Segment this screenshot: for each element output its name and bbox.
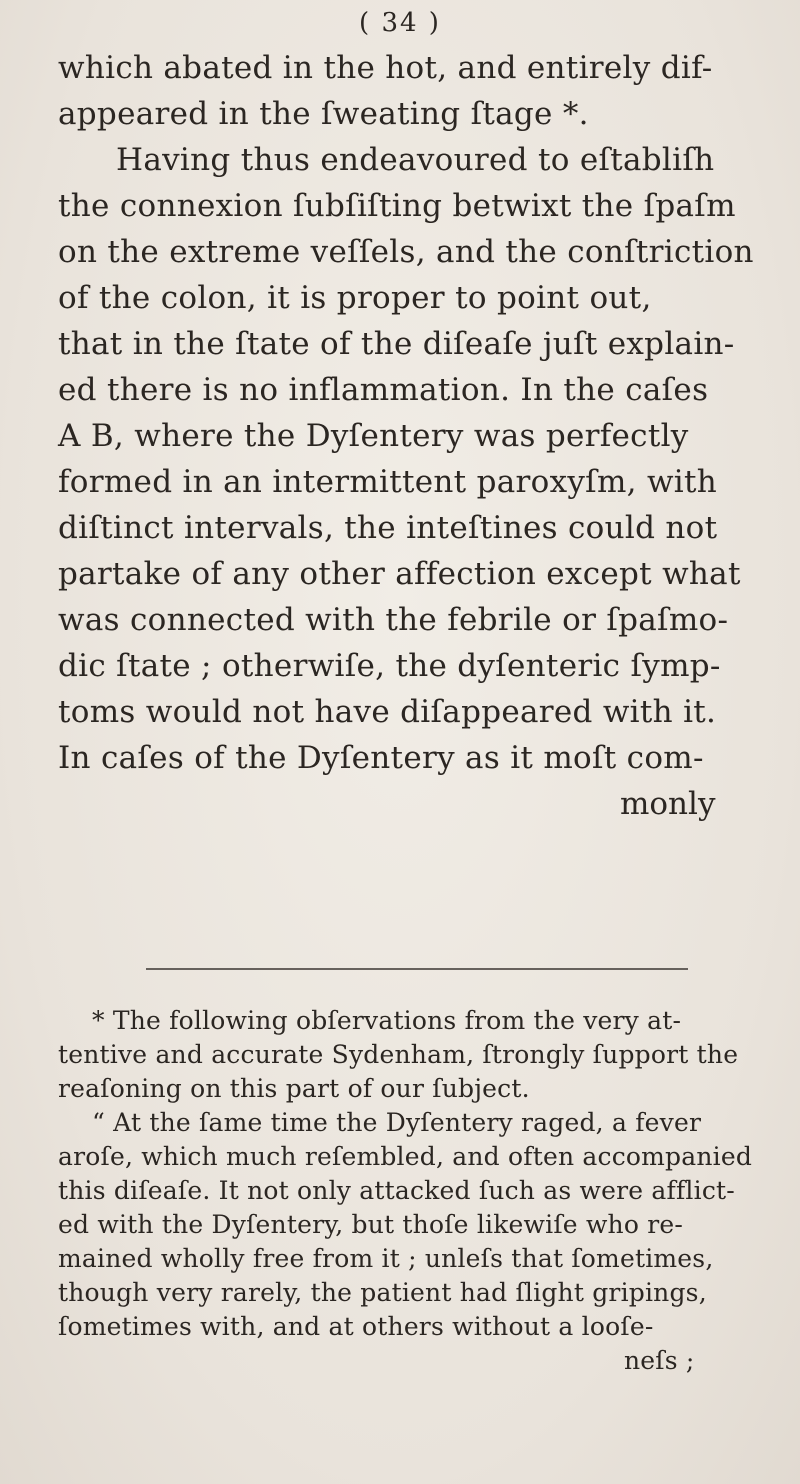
footnote-line: mained wholly free from it ; unleſs that ſometimes, (58, 1244, 714, 1273)
footnote-catchword: neſs ; (624, 1346, 695, 1375)
text-line: Having thus endeavoured to eſtabliſh (116, 142, 715, 178)
footnote-line: ſometimes with, and at others without a looſe- (58, 1312, 654, 1341)
text-line: appeared in the ſweating ſtage *. (58, 96, 589, 132)
text-line: of the colon, it is proper to point out, (58, 280, 652, 316)
text-line: In caſes of the Dyſentery as it moſt com- (58, 740, 704, 776)
text-line: ed there is no inflammation. In the caſes (58, 372, 709, 408)
footnote-divider (146, 968, 688, 970)
text-line: was connected with the febrile or ſpaſmo- (58, 602, 729, 638)
footnote-line: “ At the ſame time the Dyſentery raged, a fever (92, 1108, 702, 1137)
footnote-line: tentive and accurate Sydenham, ſtrongly ſupport the (58, 1040, 739, 1069)
footnote-line: though very rarely, the patient had ſlight gripings, (58, 1278, 707, 1307)
footnote-line: reaſoning on this part of our ſubject. (58, 1074, 530, 1103)
text-line: that in the ſtate of the diſeaſe juſt explain- (58, 326, 735, 362)
footnote-line: ed with the Dyſentery, but thoſe likewiſe who re- (58, 1210, 684, 1239)
catchword: monly (620, 786, 716, 822)
footnote-line: this diſeaſe. It not only attacked ſuch as were afflict- (58, 1176, 735, 1205)
text-line: A B, where the Dyſentery was perfectly (58, 418, 689, 454)
text-line: formed in an intermittent paroxyſm, with (58, 464, 718, 500)
text-line: on the extreme veſſels, and the conſtriction (58, 234, 754, 270)
text-line: diſtinct intervals, the inteſtines could not (58, 510, 718, 546)
footnote-line: * The following obſervations from the very at- (92, 1006, 682, 1035)
text-line: the connexion ſubſiſting betwixt the ſpaſm (58, 188, 736, 224)
text-line: which abated in the hot, and entirely dif- (58, 50, 713, 86)
text-line: dic ſtate ; otherwiſe, the dyſenteric ſymp- (58, 648, 721, 684)
footnote-line: aroſe, which much reſembled, and often accompanied (58, 1142, 753, 1171)
text-line: partake of any other affection except what (58, 556, 741, 592)
text-line: toms would not have diſappeared with it. (58, 694, 717, 730)
page-number: ( 34 ) (359, 8, 441, 38)
